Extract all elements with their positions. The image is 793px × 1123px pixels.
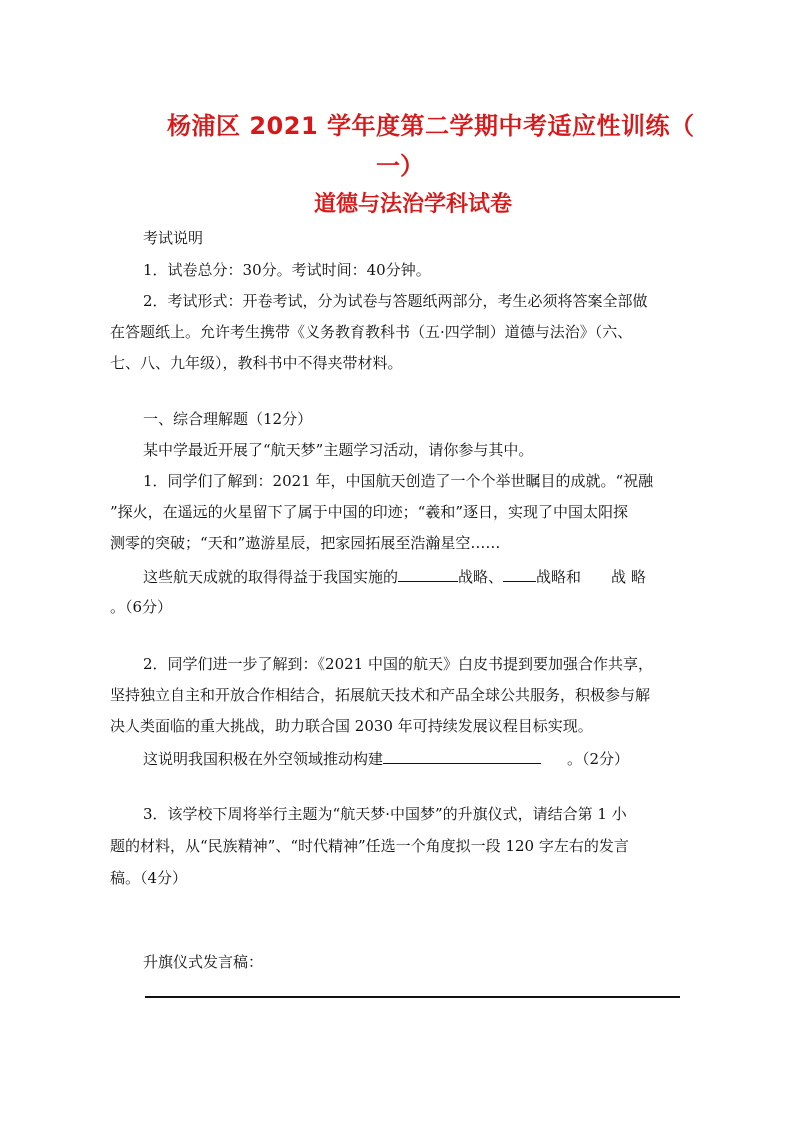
question-2-prompt-text-b: 。（2分） [567, 750, 630, 768]
question-1-prompt [143, 566, 688, 587]
exam-title-line1: 杨浦区 2021 学年度第二学期中考适应性训练（ [167, 112, 695, 140]
instruction-item-2-line1: 2．考试形式：开卷考试，分为试卷与答题纸两部分，考生必须将答案全部做 [143, 292, 648, 310]
section-1-heading: 一、综合理解题（12分） [143, 410, 313, 428]
speech-draft-label: 升旗仪式发言稿： [143, 953, 264, 971]
speech-answer-line[interactable] [145, 996, 680, 998]
question-1-line2: ”探火，在遥远的火星留下了属于中国的印迹；“羲和”逐日，实现了中国太阳探 [110, 503, 629, 521]
question-2-prompt-text-a: 这说明我国积极在外空领域推动构建 [143, 750, 384, 768]
instruction-item-2-line2: 在答题纸上。允许考生携带《义务教育教科书（五·四学制）道德与法治》（六、 [110, 323, 633, 341]
question-2-line3: 决人类面临的重大挑战，助力联合国 2030 年可持续发展议程目标实现。 [110, 717, 593, 735]
question-1-score: 。（6分） [110, 598, 173, 616]
question-1-line3: 测零的突破；“天和”遨游星辰，把家园拓展至浩瀚星空…… [110, 534, 501, 552]
question-2-prompt [143, 748, 688, 769]
question-1-prompt-text-a: 这些航天成就的取得得益于我国实施的 [143, 568, 399, 586]
answer-blank-1[interactable] [398, 566, 458, 582]
question-3-line3: 稿。（4分） [110, 869, 188, 887]
answer-blank-2[interactable] [503, 566, 536, 582]
question-1-prompt-text-d: 战 略 [611, 568, 646, 586]
question-3-line2: 题的材料，从“民族精神”、“时代精神”任选一个角度拟一段 120 字左右的发言 [110, 837, 629, 855]
exam-title-line2: 一） [376, 152, 424, 180]
instruction-item-1: 1．试卷总分：30分。考试时间：40分钟。 [143, 261, 431, 279]
question-2-line2: 坚持独立自主和开放合作相结合，拓展航天技术和产品全球公共服务，积极参与解 [110, 686, 651, 704]
answer-blank-4[interactable] [383, 748, 541, 764]
question-3-line1: 3．该学校下周将举行主题为“航天梦·中国梦”的升旗仪式，请结合第 1 小 [143, 805, 627, 823]
instructions-heading: 考试说明 [143, 229, 204, 247]
question-1-prompt-text-b: 战略、 [458, 568, 504, 586]
question-2-line1: 2．同学们进一步了解到：《2021 中国的航天》白皮书提到要加强合作共享， [143, 655, 653, 673]
subject-title: 道德与法治学科试卷 [314, 192, 513, 217]
question-1-prompt-text-c: 战略和 [536, 568, 582, 586]
instruction-item-2-line3: 七、八、九年级），教科书中不得夹带材料。 [110, 354, 403, 372]
question-1-line1: 1．同学们了解到：2021 年，中国航天创造了一个个举世瞩目的成就。“祝融 [143, 472, 654, 490]
section-1-intro: 某中学最近开展了“航天梦”主题学习活动，请你参与其中。 [143, 441, 534, 459]
